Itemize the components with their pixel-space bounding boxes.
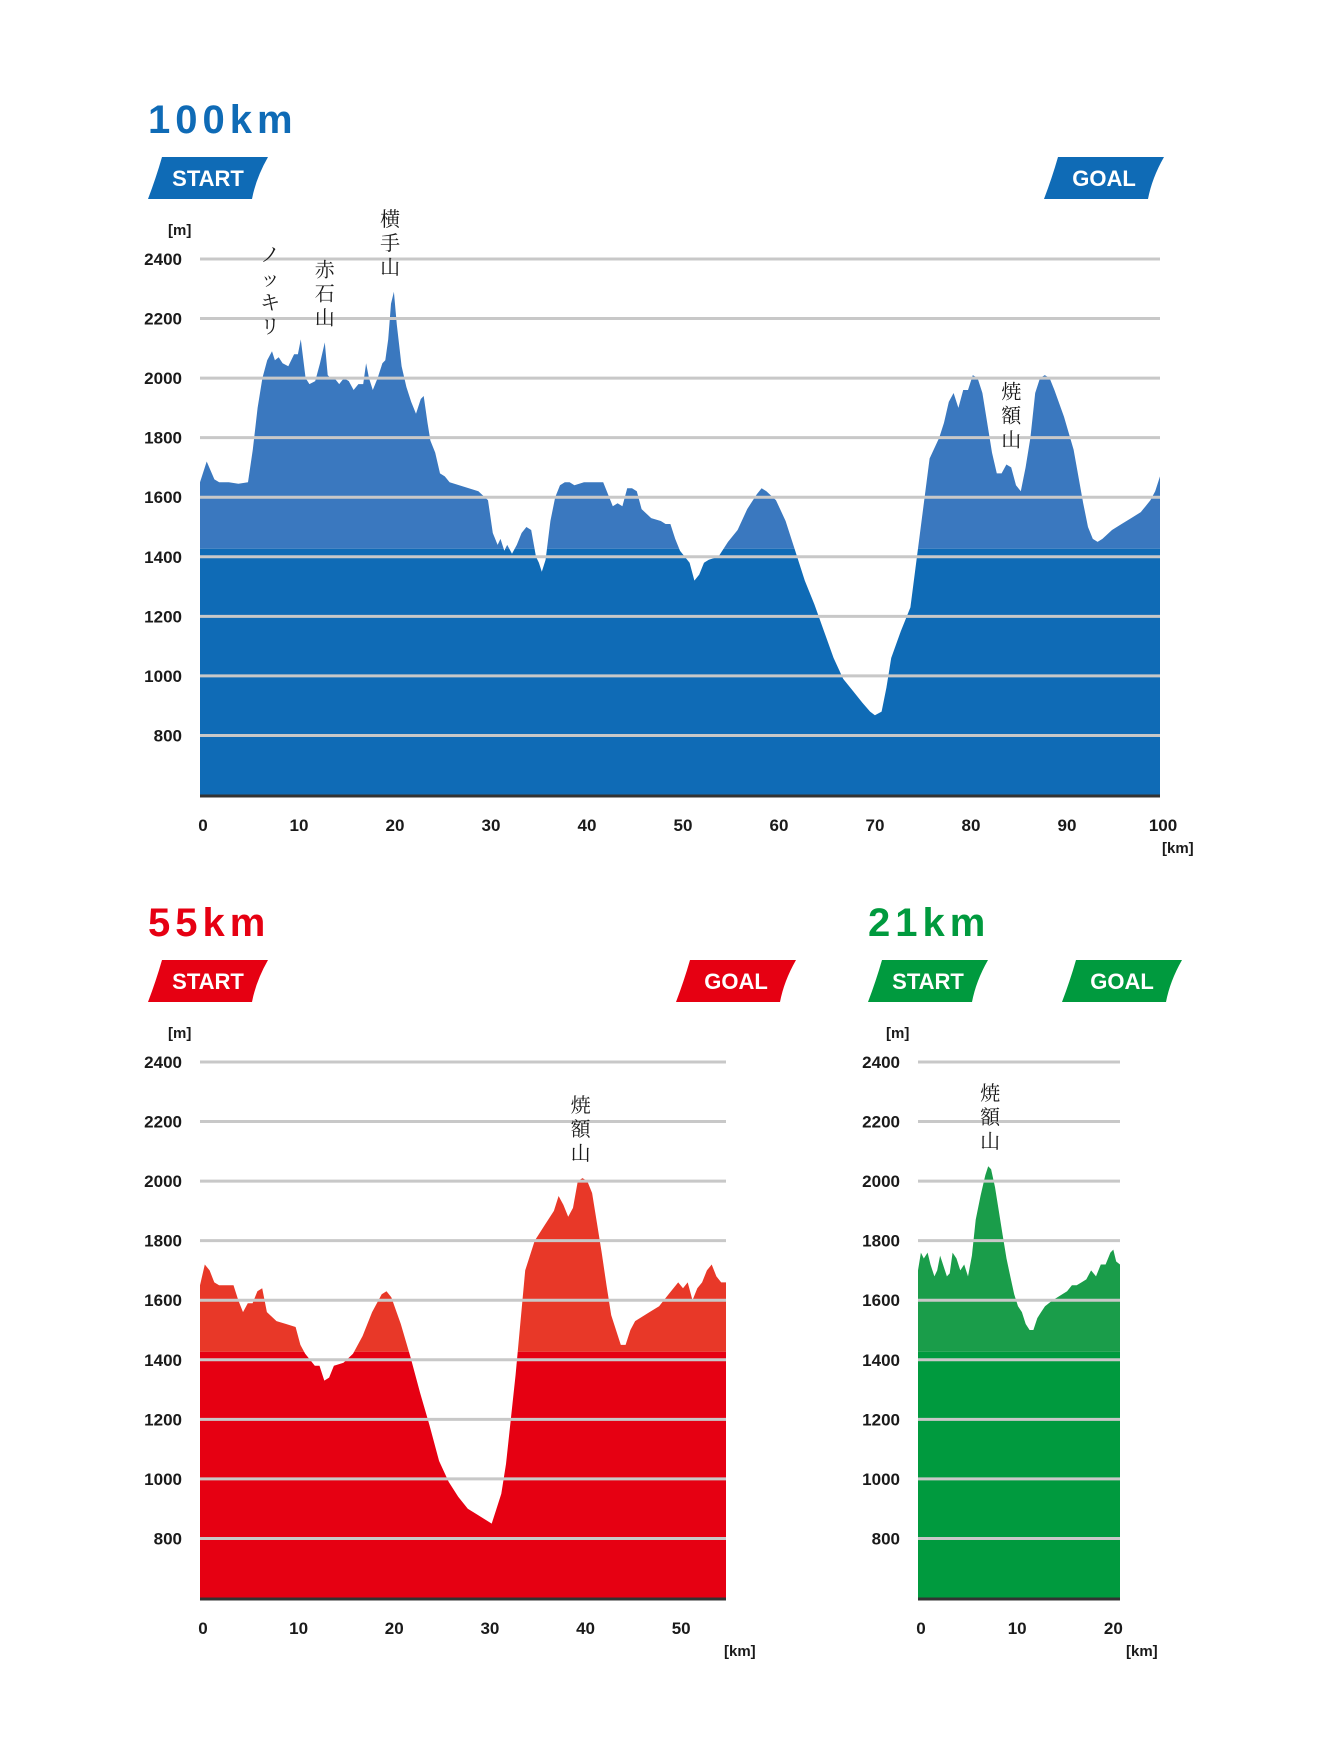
chart-title: 100km (148, 98, 298, 142)
y-tick-label: 1600 (144, 1291, 182, 1311)
x-tick-label: 40 (577, 816, 597, 835)
goal-flag (676, 960, 796, 1002)
goal-flag (1044, 157, 1164, 199)
y-tick-label: 2200 (862, 1112, 900, 1132)
y-tick-label: 1400 (144, 547, 182, 567)
y-tick-label: 2400 (144, 1053, 182, 1072)
start-flag-label: START (172, 166, 244, 191)
elevation-fill-lower (918, 1352, 1120, 1598)
y-tick-label: 1800 (862, 1231, 900, 1251)
y-tick-label: 1400 (144, 1350, 182, 1370)
y-unit-label: [m] (168, 1025, 192, 1042)
x-tick-label: 20 (384, 1619, 404, 1638)
goal-flag-label: GOAL (1090, 969, 1154, 994)
peak-label: 焼額山 (570, 1093, 591, 1166)
chart-100km (144, 98, 1194, 857)
y-tick-label: 1000 (144, 1469, 182, 1489)
peak-label: 焼額山 (1001, 379, 1022, 452)
chart-55km (144, 901, 796, 1660)
x-tick-label: 10 (289, 816, 309, 835)
y-tick-label: 1600 (862, 1291, 900, 1311)
start-flag-label: START (172, 969, 244, 994)
y-tick-label: 1000 (862, 1469, 900, 1489)
x-tick-label: 80 (961, 816, 981, 835)
y-tick-label: 2400 (144, 250, 182, 269)
y-tick-label: 800 (153, 726, 182, 746)
elevation-fill-lower (200, 549, 1160, 795)
x-tick-label: 90 (1057, 816, 1077, 835)
y-tick-label: 2200 (144, 309, 182, 329)
x-tick-label: 0 (198, 816, 208, 835)
x-tick-label: 30 (480, 1619, 500, 1638)
x-tick-label: 20 (1103, 1619, 1123, 1638)
goal-flag-label: GOAL (704, 969, 768, 994)
peak-label: 焼額山 (980, 1081, 1001, 1154)
x-tick-label: 50 (671, 1619, 691, 1638)
x-unit-label: [km] (1162, 840, 1194, 857)
start-flag-label: START (892, 969, 964, 994)
y-tick-label: 1800 (144, 1231, 182, 1251)
chart-21km (862, 901, 1182, 1660)
y-tick-label: 1200 (862, 1410, 900, 1430)
x-unit-label: [km] (724, 1643, 756, 1660)
y-tick-label: 1200 (144, 607, 182, 627)
x-tick-label: 30 (481, 816, 501, 835)
x-tick-label: 20 (385, 816, 405, 835)
y-tick-label: 800 (153, 1529, 182, 1549)
peak-label: ノッキリ (260, 242, 281, 339)
y-tick-label: 1600 (144, 488, 182, 508)
y-tick-label: 1800 (144, 428, 182, 448)
y-tick-label: 1200 (144, 1410, 182, 1430)
x-tick-label: 0 (198, 1619, 208, 1638)
chart-title: 21km (868, 901, 991, 945)
y-tick-label: 2000 (144, 1172, 182, 1192)
y-tick-label: 2000 (862, 1172, 900, 1192)
y-tick-label: 2400 (862, 1053, 900, 1072)
y-tick-label: 1000 (144, 666, 182, 686)
x-tick-label: 60 (769, 816, 789, 835)
start-flag (148, 157, 268, 199)
y-unit-label: [m] (168, 222, 192, 239)
goal-flag-label: GOAL (1072, 166, 1136, 191)
y-tick-label: 800 (871, 1529, 900, 1549)
y-tick-label: 1400 (862, 1350, 900, 1370)
chart-title: 55km (148, 901, 271, 945)
x-tick-label: 0 (916, 1619, 926, 1638)
start-flag (148, 960, 268, 1002)
x-tick-label: 10 (1007, 1619, 1027, 1638)
goal-flag (1062, 960, 1182, 1002)
y-tick-label: 2200 (144, 1112, 182, 1132)
y-unit-label: [m] (886, 1025, 910, 1042)
elevation-fill-lower (200, 1352, 726, 1598)
x-tick-label: 50 (673, 816, 693, 835)
x-tick-label: 10 (289, 1619, 309, 1638)
x-tick-label: 70 (865, 816, 885, 835)
peak-label: 赤石山 (314, 257, 335, 330)
start-flag (868, 960, 988, 1002)
x-tick-label: 100 (1148, 816, 1178, 835)
x-tick-label: 40 (576, 1619, 596, 1638)
peak-label: 横手山 (380, 206, 401, 279)
x-unit-label: [km] (1126, 1643, 1158, 1660)
y-tick-label: 2000 (144, 369, 182, 389)
